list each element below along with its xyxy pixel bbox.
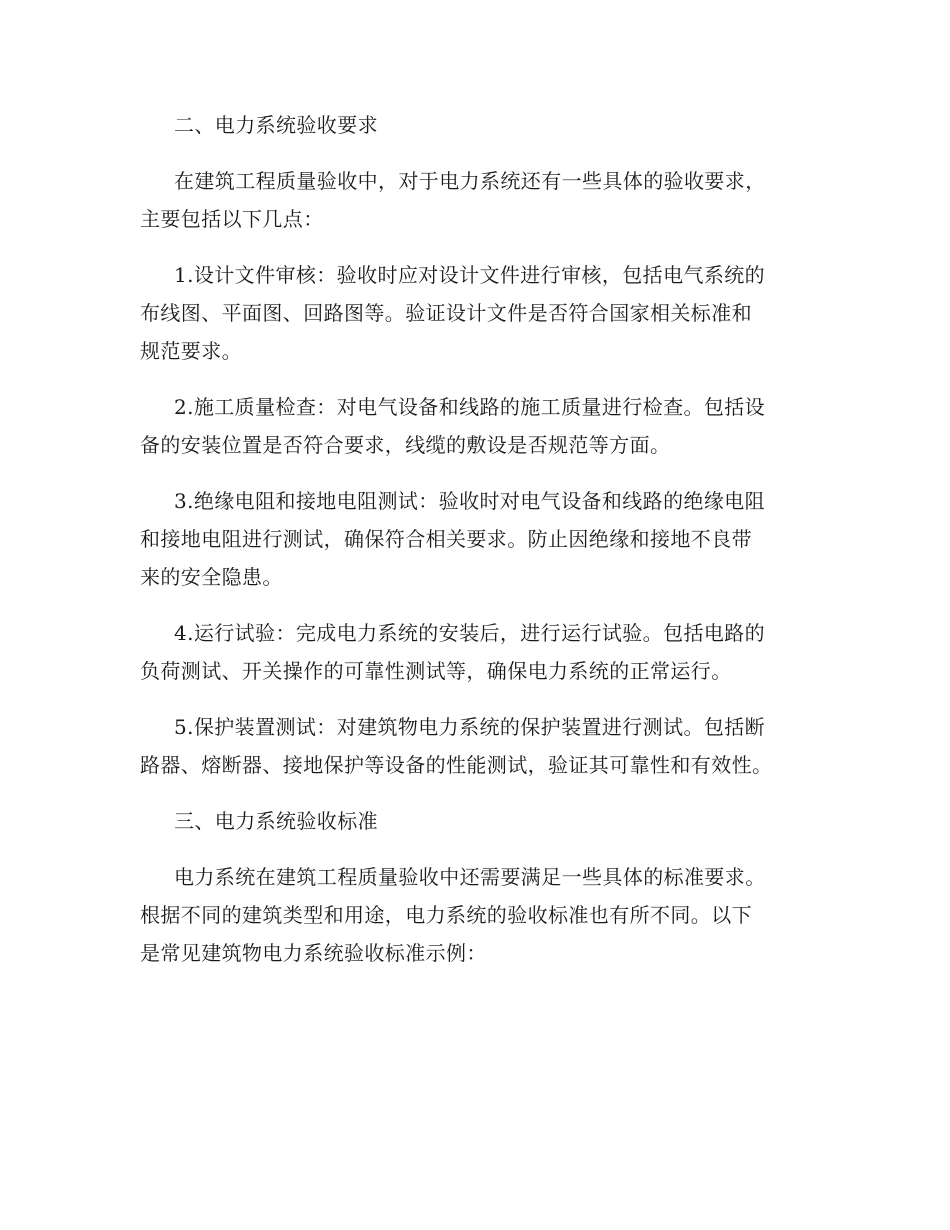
- paragraph-line: 规范要求。: [140, 339, 242, 363]
- paragraph-line: 电力系统在建筑工程质量验收中还需要满足一些具体的标准要求。: [174, 865, 766, 889]
- paragraph-line: 来的安全隐患。: [140, 565, 283, 589]
- list-item-construction-check: [140, 388, 824, 464]
- paragraph-line: 布线图、平面图、回路图等。验证设计文件是否符合国家相关标准和: [140, 301, 752, 325]
- list-item-operation-test: [140, 614, 824, 690]
- list-item-design-review: [140, 256, 824, 370]
- section-heading-requirements: [140, 106, 824, 144]
- intro-paragraph: [140, 162, 824, 238]
- paragraph-line: 主要包括以下几点：: [140, 207, 324, 231]
- paragraph-line: 2.施工质量检查：对电气设备和线路的施工质量进行检查。包括设: [174, 395, 766, 419]
- paragraph-line: 是常见建筑物电力系统验收标准示例：: [140, 941, 487, 965]
- paragraph-line: 路器、熔断器、接地保护等设备的性能测试，验证其可靠性和有效性。: [140, 753, 773, 777]
- paragraph-line: 负荷测试、开关操作的可靠性测试等，确保电力系统的正常运行。: [140, 659, 732, 683]
- list-item-resistance-test: [140, 482, 824, 596]
- list-item-protection-test: [140, 708, 824, 784]
- paragraph-line: 在建筑工程质量验收中，对于电力系统还有一些具体的验收要求，: [174, 169, 766, 193]
- paragraph-line: 1.设计文件审核：验收时应对设计文件进行审核，包括电气系统的: [174, 263, 766, 287]
- paragraph-line: 根据不同的建筑类型和用途，电力系统的验收标准也有所不同。以下: [140, 903, 752, 927]
- paragraph-line: 3.绝缘电阻和接地电阻测试：验收时对电气设备和线路的绝缘电阻: [174, 489, 766, 513]
- heading-text: 三、电力系统验收标准: [174, 809, 378, 833]
- paragraph-line: 和接地电阻进行测试，确保符合相关要求。防止因绝缘和接地不良带: [140, 527, 752, 551]
- heading-text: 二、电力系统验收要求: [174, 113, 378, 137]
- standards-paragraph: [140, 858, 824, 972]
- section-heading-standards: [140, 802, 824, 840]
- paragraph-line: 备的安装位置是否符合要求，线缆的敷设是否规范等方面。: [140, 433, 671, 457]
- paragraph-line: 4.运行试验：完成电力系统的安装后，进行运行试验。包括电路的: [174, 621, 766, 645]
- paragraph-line: 5.保护装置测试：对建筑物电力系统的保护装置进行测试。包括断: [174, 715, 766, 739]
